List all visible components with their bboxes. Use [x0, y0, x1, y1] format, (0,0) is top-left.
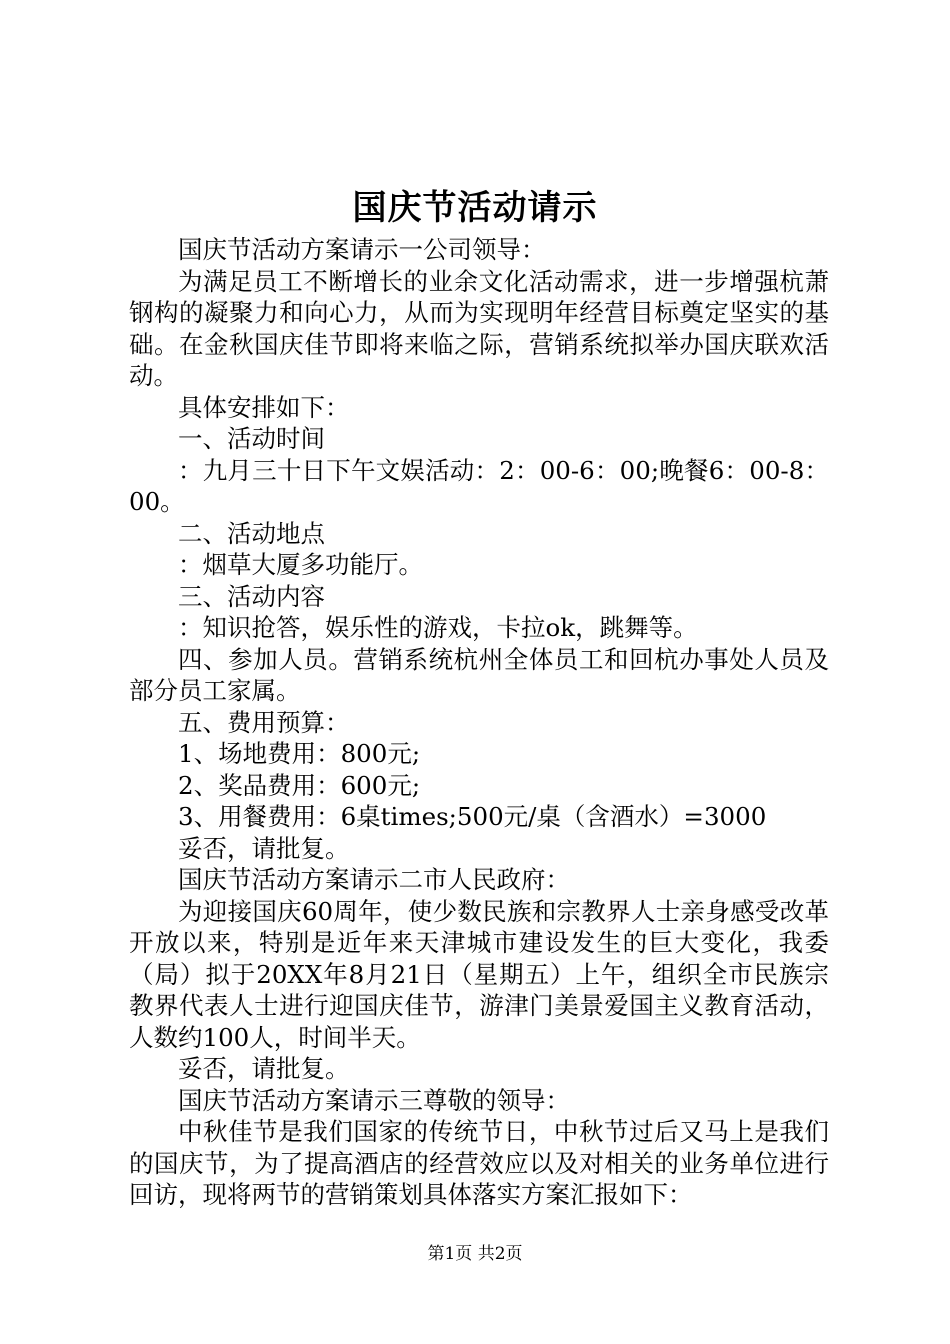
- paragraph-purpose-1: 为满足员工不断增长的业余文化活动需求，进一步增强杭萧钢构的凝聚力和向心力，从而为实现明年经营目标奠定坚实的基础。在金秋国庆佳节即将来临之际，营销系统拟举办国庆联欢活动。: [129, 266, 829, 390]
- paragraph-time-detail: ：九月三十日下午文娱活动：2：00-6：00;晚餐6：00-8：00。: [129, 455, 829, 516]
- paragraph-approval-1: 妥否，请批复。: [178, 833, 350, 863]
- paragraph-content-detail: ：知识抢答，娱乐性的游戏，卡拉ok，跳舞等。: [178, 613, 698, 642]
- paragraph-budget-dining: 3、用餐费用：6桌times;500元/桌（含酒水）=3000: [178, 802, 767, 831]
- paragraph-approval-2: 妥否，请批复。: [178, 1054, 350, 1083]
- paragraph-participants: 四、参加人员。营销系统杭州全体员工和回杭办事处人员及部分员工家属。: [129, 644, 829, 705]
- paragraph-time-heading: 一、活动时间: [178, 424, 325, 453]
- paragraph-budget-venue: 1、场地费用：800元;: [178, 739, 421, 768]
- paragraph-budget-heading: 五、费用预算：: [178, 707, 350, 737]
- paragraph-arrangement-heading: 具体安排如下：: [178, 392, 350, 422]
- paragraph-salutation-2: 国庆节活动方案请示二市人民政府：: [178, 865, 570, 894]
- paragraph-purpose-3: 中秋佳节是我们国家的传统节日，中秋节过后又马上是我们的国庆节，为了提高酒店的经营效应以及对相关的业务单位进行回访，现将两节的营销策划具体落实方案汇报如下：: [129, 1117, 829, 1209]
- paragraph-content-heading: 三、活动内容: [178, 581, 325, 611]
- paragraph-location-heading: 二、活动地点: [178, 518, 325, 548]
- paragraph-salutation-3: 国庆节活动方案请示三尊敬的领导：: [178, 1085, 570, 1115]
- page-number-footer: 第1页 共2页: [427, 1244, 523, 1264]
- paragraph-purpose-2: 为迎接国庆60周年，使少数民族和宗教界人士亲身感受改革开放以来，特别是近年来天津城市建设发生的巨大变化，我委（局）拟于20XX年8月21日（星期五）上午，组织全市民族宗教界代表人士进行迎国庆佳节，游津门美景爱国主义教育活动，人数约100人，时间半天。: [129, 896, 829, 1052]
- document-title: 国庆节活动请示: [352, 188, 598, 228]
- paragraph-location-detail: ：烟草大厦多功能厅。: [178, 550, 423, 579]
- paragraph-salutation-1: 国庆节活动方案请示一公司领导：: [178, 235, 546, 264]
- paragraph-budget-prizes: 2、奖品费用：600元;: [178, 770, 421, 800]
- document-body: [129, 234, 829, 1211]
